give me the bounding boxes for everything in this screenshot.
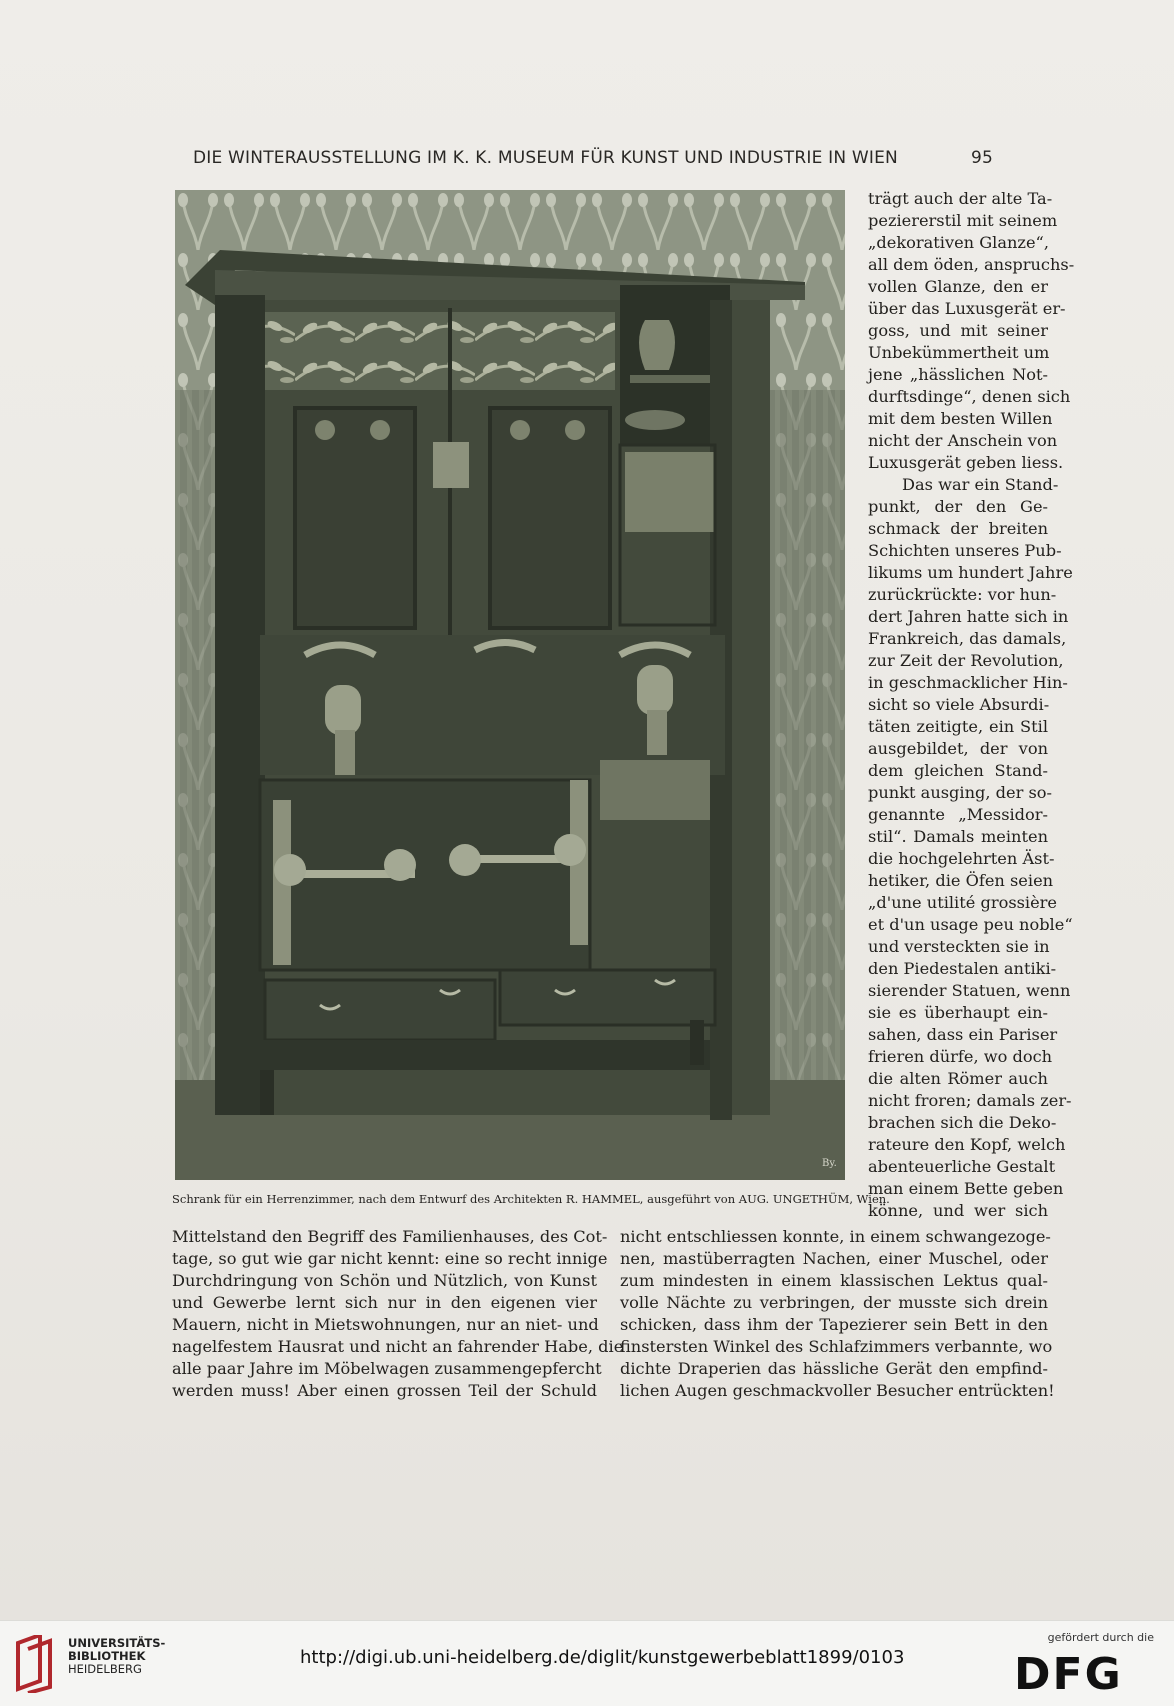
text-line: die hochgelehrten Äst- — [868, 849, 1055, 868]
text-line: peziererstil mit seinem — [868, 211, 1058, 230]
text-line: Das war ein Stand- — [902, 475, 1059, 494]
text-line: sicht so viele Absurdi- — [868, 695, 1050, 714]
text-line: und Gewerbe lernt sich nur in den eigenen vier — [172, 1293, 597, 1312]
page-number: 95 — [970, 148, 993, 168]
text-line: nicht der Anschein von — [868, 431, 1058, 450]
text-line: brachen sich die Deko- — [868, 1113, 1057, 1132]
text-line: alle paar Jahre im Möbelwagen zusammengepfercht — [172, 1359, 602, 1378]
text-line: likums um hundert Jahre — [868, 563, 1073, 582]
text-line: frieren dürfe, wo doch — [868, 1047, 1053, 1066]
bottom-left-column-text — [172, 1226, 624, 1402]
text-line: zur Zeit der Revolution, — [868, 651, 1064, 670]
text-line: zurückrückte: vor hun- — [868, 585, 1057, 604]
text-line: dert Jahren hatte sich in — [868, 607, 1069, 626]
text-line: täten zeitigte, ein Stil — [868, 717, 1048, 736]
text-line: Schichten unseres Pub- — [868, 541, 1062, 560]
text-line: die alten Römer auch — [868, 1069, 1048, 1088]
text-line: Frankreich, das damals, — [868, 629, 1067, 648]
text-line: et d'un usage peu noble“ — [868, 915, 1073, 934]
text-line: und versteckten sie in — [868, 937, 1050, 956]
text-line: vollen Glanze, den er — [868, 277, 1048, 296]
text-line: stil“. Damals meinten — [868, 827, 1048, 846]
text-line: „d'une utilité grossière — [868, 893, 1058, 912]
text-line: in geschmacklicher Hin- — [868, 673, 1068, 692]
engraver-monogram: By. — [822, 1158, 837, 1169]
cabinet-illustration — [175, 190, 845, 1180]
viewer-footer — [0, 1620, 1174, 1706]
text-line: hetiker, die Öfen seien — [868, 871, 1054, 890]
text-line: Mittelstand den Begriff des Familienhauses, des Cot- — [172, 1227, 608, 1246]
text-line: nen, mastüberragten Nachen, einer Muschel, oder — [620, 1249, 1048, 1268]
university-library-logo-icon — [14, 1635, 60, 1693]
text-line: nicht entschliessen konnte, in einem schwangezoge- — [620, 1227, 1051, 1246]
figure-caption: Schrank für ein Herrenzimmer, nach dem Entwurf des Architekten R. HAMMEL, ausgeführt von AUG. UNGETHÜM, Wien. — [172, 1192, 890, 1206]
text-line: durftsdinge“, denen sich — [868, 387, 1071, 406]
text-line: schmack der breiten — [868, 519, 1048, 538]
text-line: lichen Augen geschmackvoller Besucher entrückten! — [620, 1381, 1055, 1400]
text-line: man einem Bette geben — [868, 1179, 1064, 1198]
text-line: Mauern, nicht in Mietswohnungen, nur an niet- und — [172, 1315, 599, 1334]
text-line: sierender Statuen, wenn — [868, 981, 1071, 1000]
text-line: sie es überhaupt ein- — [868, 1003, 1048, 1022]
text-line: volle Nächte zu verbringen, der musste sich drein — [620, 1293, 1048, 1312]
text-line: zum mindesten in einem klassischen Lektus qual- — [620, 1271, 1048, 1290]
bottom-right-column-text — [620, 1226, 1055, 1402]
text-line: trägt auch der alte Ta- — [868, 189, 1053, 208]
text-line: werden muss! Aber einen grossen Teil der Schuld — [172, 1381, 597, 1400]
funding-note: gefördert durch die — [1047, 1631, 1154, 1644]
text-line: mit dem besten Willen — [868, 409, 1053, 428]
cabinet-photograph — [175, 190, 845, 1180]
library-name-line: BIBLIOTHEK — [68, 1649, 146, 1663]
text-line: all dem öden, anspruchs- — [868, 255, 1075, 274]
library-name-line: HEIDELBERG — [68, 1662, 142, 1676]
permalink-url[interactable]: http://digi.ub.uni-heidelberg.de/diglit/kunstgewerbeblatt1899/0103 — [300, 1647, 905, 1668]
dfg-logo-text: DFG — [1014, 1649, 1123, 1693]
running-header — [193, 148, 993, 178]
text-line: „dekorativen Glanze“, — [868, 233, 1049, 252]
text-line: Unbekümmertheit um — [868, 343, 1050, 362]
text-line: nagelfestem Hausrat und nicht an fahrender Habe, die — [172, 1337, 624, 1356]
text-line: dichte Draperien das hässliche Gerät den empfind- — [620, 1359, 1048, 1378]
text-line: über das Luxusgerät er- — [868, 299, 1066, 318]
text-line: schicken, dass ihm der Tapezierer sein Bett in den — [620, 1315, 1048, 1334]
text-line: den Piedestalen antiki- — [868, 959, 1057, 978]
library-name-line: UNIVERSITÄTS- — [68, 1636, 166, 1650]
text-line: genannte „Messidor- — [868, 805, 1048, 824]
text-line: jene „hässlichen Not- — [868, 365, 1048, 384]
text-line: Luxusgerät geben liess. — [868, 453, 1064, 472]
dfg-logo-icon — [1014, 1649, 1152, 1693]
text-line: punkt, der den Ge- — [868, 497, 1048, 516]
text-line: ausgebildet, der von — [868, 739, 1048, 758]
right-column-text — [868, 188, 1075, 1222]
text-line: goss, und mit seiner — [868, 321, 1048, 340]
text-line: finstersten Winkel des Schlafzimmers verbannte, wo — [620, 1337, 1053, 1356]
running-title: DIE WINTERAUSSTELLUNG IM K. K. MUSEUM FÜR KUNST UND INDUSTRIE IN WIEN — [193, 148, 898, 168]
text-line: abenteuerliche Gestalt — [868, 1157, 1056, 1176]
text-line: tage, so gut wie gar nicht kennt: eine so recht innige — [172, 1249, 608, 1268]
text-line: Durchdringung von Schön und Nützlich, von Kunst — [172, 1271, 597, 1290]
text-line: punkt ausging, der so- — [868, 783, 1053, 802]
library-name — [68, 1637, 165, 1676]
text-line: sahen, dass ein Pariser — [868, 1025, 1058, 1044]
text-line: nicht froren; damals zer- — [868, 1091, 1072, 1110]
text-line: dem gleichen Stand- — [868, 761, 1048, 780]
text-line: könne, und wer sich — [868, 1201, 1048, 1220]
text-line: rateure den Kopf, welch — [868, 1135, 1066, 1154]
